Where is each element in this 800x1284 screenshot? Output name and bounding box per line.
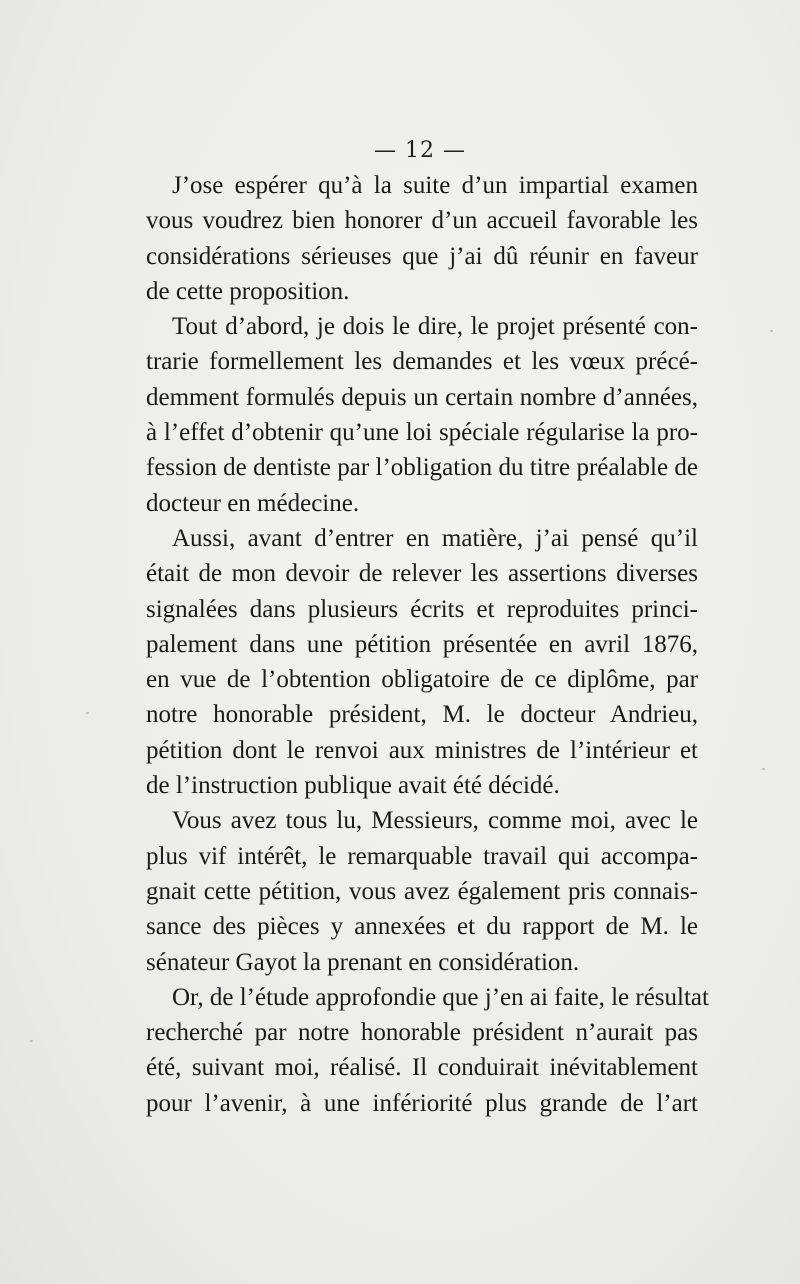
paragraph-2 — [146, 309, 698, 521]
text-line: J’ose espérer qu’à la suite d’un impartial examen — [172, 172, 698, 199]
text-line: trarie formellement les demandes et les vœux précé- — [146, 348, 698, 376]
text-line: considérations sérieuses que j’ai dû réunir en faveur — [146, 242, 698, 270]
paper-speck — [86, 712, 89, 714]
text-line: signalées dans plusieurs écrits et reproduites princi- — [146, 595, 698, 623]
text-line: Aussi, avant d’entrer en matière, j’ai pensé qu’il — [172, 524, 698, 552]
text-line: recherché par notre honorable président n’aurait pas — [146, 1019, 698, 1047]
paper-speck — [770, 330, 773, 332]
text-line: fession de dentiste par l’obligation du titre préalable de — [146, 454, 698, 482]
paragraph-3 — [146, 521, 698, 803]
paper-speck — [762, 768, 765, 770]
paragraph-1 — [146, 168, 698, 309]
paragraph-4 — [146, 803, 698, 979]
page-number: — 12 — — [374, 138, 466, 163]
text-line: été, suivant moi, réalisé. Il conduirait inévitablement — [146, 1054, 698, 1082]
text-line: en vue de l’obtention obligatoire de ce diplôme, par — [146, 666, 698, 694]
text-line: de cette proposition. — [146, 277, 350, 305]
text-line: de l’instruction publique avait été décidé. — [146, 772, 560, 800]
text-line: pour l’avenir, à une infériorité plus grande de l’art — [146, 1089, 698, 1117]
paragraph-5 — [146, 980, 709, 1121]
text-line: notre honorable président, M. le docteur Andrieu, — [146, 701, 698, 729]
text-line: à l’effet d’obtenir qu’une loi spéciale régularise la pro- — [146, 419, 698, 447]
text-line: sance des pièces y annexées et du rapport de M. le — [146, 913, 698, 941]
text-line: sénateur Gayot la prenant en considération. — [146, 948, 580, 976]
text-line: docteur en médecine. — [146, 489, 360, 517]
text-line: vous voudrez bien honorer d’un accueil favorable les — [146, 207, 698, 235]
text-line: pétition dont le renvoi aux ministres de l’intérieur et — [146, 736, 698, 764]
text-line: Or, de l’étude approfondie que j’en ai faite, le résultat — [172, 983, 709, 1011]
text-line: gnait cette pétition, vous avez également pris connais- — [146, 877, 698, 905]
text-line: demment formulés depuis un certain nombre d’années, — [146, 383, 698, 411]
text-line: était de mon devoir de relever les assertions diverses — [146, 560, 698, 588]
text-line: palement dans une pétition présentée en avril 1876, — [146, 630, 698, 658]
text-line: Vous avez tous lu, Messieurs, comme moi, avec le — [172, 807, 698, 835]
body-text — [146, 168, 709, 1121]
text-line: plus vif intérêt, le remarquable travail qui accompa- — [146, 842, 698, 870]
text-line: Tout d’abord, je dois le dire, le projet présenté con- — [172, 313, 698, 341]
paper-speck — [30, 1040, 33, 1042]
